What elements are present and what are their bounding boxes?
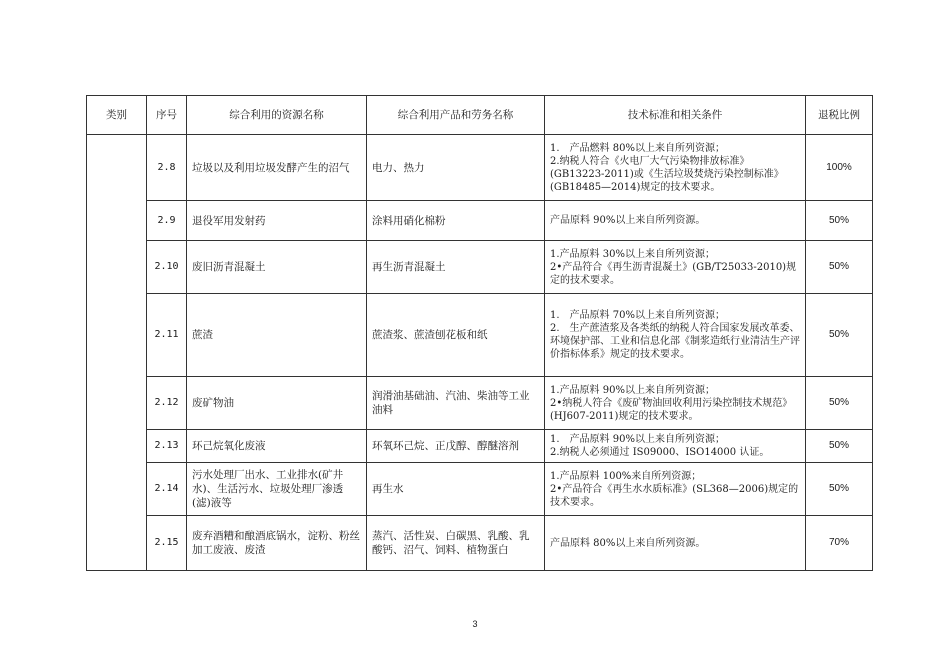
table-row <box>87 377 873 430</box>
resource-cell: 垃圾以及利用垃圾发酵产生的沼气 <box>187 135 367 201</box>
product-cell: 环氧环己烷、正戊醇、醇醚溶剂 <box>367 430 545 463</box>
header-ratio: 退税比例 <box>806 96 873 135</box>
seq-cell: 2.15 <box>147 516 187 571</box>
header-product: 综合利用产品和劳务名称 <box>367 96 545 135</box>
table-row <box>87 516 873 571</box>
category-cell <box>87 135 147 571</box>
table-row <box>87 201 873 241</box>
table-row <box>87 463 873 516</box>
resource-cell: 退役军用发射药 <box>187 201 367 241</box>
ratio-cell: 50% <box>806 201 873 241</box>
condition-line: 2•纳税人符合《废矿物油回收利用污染控制技术规范》(HJ607-2011)规定的技术要求。 <box>550 397 793 422</box>
condition-line: 产品原料 90%以上来自所列资源。 <box>550 215 706 226</box>
header-seq: 序号 <box>147 96 187 135</box>
product-cell: 涂料用硝化棉粉 <box>367 201 545 241</box>
condition-line: 1.产品原料 90%以上来自所列资源； <box>550 384 715 396</box>
seq-cell: 2.9 <box>147 201 187 241</box>
product-cell: 再生沥青混凝土 <box>367 241 545 294</box>
condition-line: 1. 产品燃料 80%以上来自所列资源； <box>550 142 725 154</box>
product-cell: 润滑油基础油、汽油、柴油等工业油料 <box>367 377 545 430</box>
conditions-cell <box>545 463 806 516</box>
conditions-cell <box>545 294 806 377</box>
ratio-cell: 70% <box>806 516 873 571</box>
resource-cell: 环己烷氧化废液 <box>187 430 367 463</box>
condition-line: 1.产品原料 100%来自所列资源； <box>550 470 702 482</box>
seq-cell: 2.12 <box>147 377 187 430</box>
ratio-cell: 50% <box>806 241 873 294</box>
resource-cell: 污水处理厂出水、工业排水(矿井水)、生活污水、垃圾处理厂渗透(滤)液等 <box>187 463 367 516</box>
product-cell: 电力、热力 <box>367 135 545 201</box>
table-header-row <box>87 96 873 135</box>
seq-cell: 2.10 <box>147 241 187 294</box>
table-row <box>87 294 873 377</box>
condition-line: 1. 产品原料 70%以上来自所列资源； <box>550 310 725 321</box>
ratio-cell: 50% <box>806 377 873 430</box>
conditions-cell <box>545 377 806 430</box>
ratio-cell: 100% <box>806 135 873 201</box>
condition-line: 1.产品原料 30%以上来自所列资源； <box>550 248 715 260</box>
table-row <box>87 241 873 294</box>
table-row <box>87 430 873 463</box>
condition-line: 产品原料 80%以上来自所列资源。 <box>550 537 706 549</box>
seq-cell: 2.8 <box>147 135 187 201</box>
condition-line: 2•产品符合《再生沥青混凝土》(GB/T25033-2010)规定的技术要求。 <box>550 261 797 286</box>
conditions-cell <box>545 516 806 571</box>
condition-line: 1. 产品原料 90%以上来自所列资源； <box>550 434 725 445</box>
tax-refund-table <box>86 95 873 571</box>
ratio-cell: 50% <box>806 430 873 463</box>
page-number: 3 <box>472 619 478 629</box>
resource-cell: 废矿物油 <box>187 377 367 430</box>
condition-line: 2. 生产蔗渣浆及各类纸的纳税人符合国家发展改革委、环境保护部、工业和信息化部《制浆造纸行业清洁生产评价指标体系》规定的技术要求。 <box>550 323 800 360</box>
seq-cell: 2.13 <box>147 430 187 463</box>
conditions-cell <box>545 135 806 201</box>
conditions-cell <box>545 201 806 241</box>
resource-cell: 废旧沥青混凝土 <box>187 241 367 294</box>
condition-line: 2•产品符合《再生水水质标准》(SL368—2006)规定的技术要求。 <box>550 483 799 508</box>
resource-cell: 蔗渣 <box>187 294 367 377</box>
ratio-cell: 50% <box>806 463 873 516</box>
ratio-cell: 50% <box>806 294 873 377</box>
condition-line: 2.纳税人必须通过 IS09000、ISO14000 认证。 <box>550 447 770 458</box>
product-cell: 蒸汽、活性炭、白碳黑、乳酸、乳酸钙、沼气、饲料、植物蛋白 <box>367 516 545 571</box>
conditions-cell <box>545 241 806 294</box>
table-row <box>87 135 873 201</box>
product-cell: 蔗渣浆、蔗渣刨花板和纸 <box>367 294 545 377</box>
header-resource: 综合利用的资源名称 <box>187 96 367 135</box>
seq-cell: 2.14 <box>147 463 187 516</box>
seq-cell: 2.11 <box>147 294 187 377</box>
header-standard: 技术标准和相关条件 <box>545 96 806 135</box>
condition-line: 2.纳税人符合《火电厂大气污染物排放标准》(GB13223-2011)或《生活垃圾焚烧污染控制标准》(GB18485—2014)规定的技术要求。 <box>550 155 784 193</box>
header-category: 类别 <box>87 96 147 135</box>
resource-cell: 废弃酒糟和酿酒底锅水，淀粉、粉丝加工废液、废渣 <box>187 516 367 571</box>
product-cell: 再生水 <box>367 463 545 516</box>
conditions-cell <box>545 430 806 463</box>
